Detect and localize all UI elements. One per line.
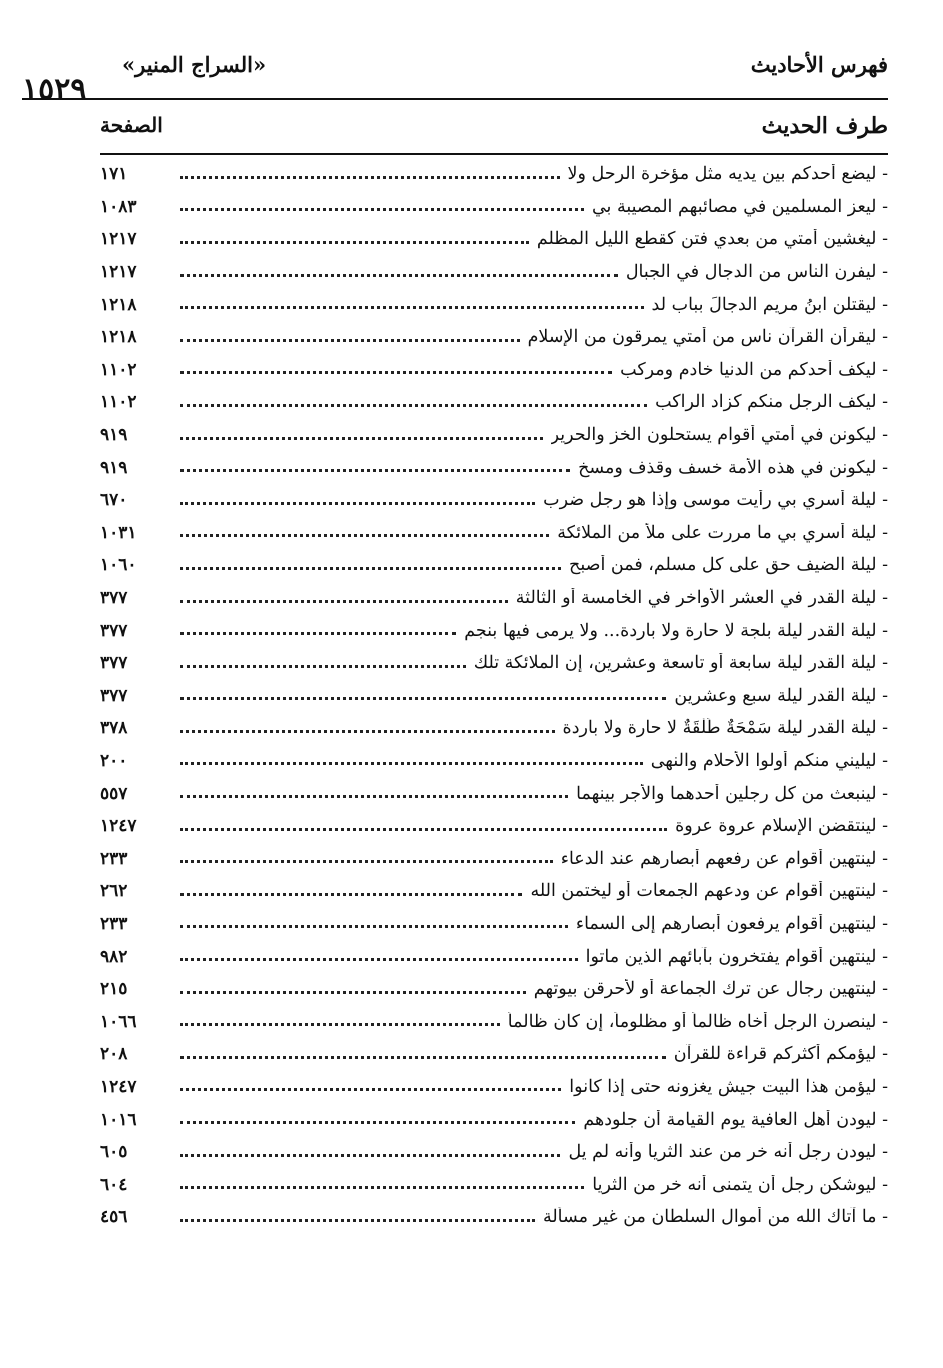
dot-leader xyxy=(180,557,561,570)
dot-leader xyxy=(180,655,466,668)
entry-hadith-text: - ليلة القدر ليلة سبع وعشرين xyxy=(674,685,888,706)
dot-leader xyxy=(180,524,549,537)
entry-page-number: ٢١٥ xyxy=(100,979,128,1000)
entry-page-number: ٥٥٧ xyxy=(100,783,128,804)
entry-page-number: ٦٠٥ xyxy=(100,1142,128,1163)
entry-hadith-text: - لينتهين أقوام عن رفعهم أبصارهم عند الدعاء xyxy=(560,848,888,869)
index-entry xyxy=(100,777,888,810)
dot-leader xyxy=(180,818,667,831)
column-header-page: الصفحة xyxy=(100,113,163,137)
entry-hadith-text: - ما آتاك الله من أموال السلطان من غير مسألة xyxy=(542,1207,888,1228)
dot-leader xyxy=(180,915,568,928)
index-entry xyxy=(100,484,888,517)
dot-leader xyxy=(180,720,555,733)
dot-leader xyxy=(180,1111,575,1124)
entry-page-number: ١٠٦٠ xyxy=(100,555,137,576)
entry-page-number: ٣٧٧ xyxy=(100,620,128,641)
dot-leader xyxy=(180,1046,666,1059)
hadith-index-list xyxy=(100,158,888,1234)
entry-hadith-text: - ليلة أسري بي رأيت موسى وإذا هو رجل ضرب xyxy=(543,490,888,511)
index-entry xyxy=(100,517,888,550)
entry-page-number: ١١٠٢ xyxy=(100,359,137,380)
dot-leader xyxy=(180,361,612,374)
index-entry xyxy=(100,614,888,647)
dot-leader xyxy=(180,231,529,244)
dot-leader xyxy=(180,492,535,505)
entry-page-number: ٣٧٧ xyxy=(100,653,128,674)
column-header-hadith: طرف الحديث xyxy=(761,113,888,139)
index-entry xyxy=(100,647,888,680)
entry-hadith-text: - ليغشين أمتي من بعدي فتن كقطع الليل المظلم xyxy=(536,229,888,250)
entry-page-number: ٣٧٨ xyxy=(100,718,128,739)
entry-page-number: ١٢٤٧ xyxy=(100,1076,137,1097)
entry-page-number: ١٧١ xyxy=(100,164,128,185)
entry-page-number: ٩٨٢ xyxy=(100,946,128,967)
entry-hadith-text: - ليفرن الناس من الدجال في الجبال xyxy=(625,262,888,283)
dot-leader xyxy=(180,948,578,961)
index-entry xyxy=(100,940,888,973)
dot-leader xyxy=(180,264,618,277)
dot-leader xyxy=(180,166,560,179)
dot-leader xyxy=(180,687,666,700)
dot-leader xyxy=(180,394,647,407)
entry-page-number: ١٢١٨ xyxy=(100,294,137,315)
dot-leader xyxy=(180,296,644,309)
dot-leader xyxy=(180,850,553,863)
entry-hadith-text: - ليلة القدر ليلة بلجة لا حارة ولا باردة... ولا يرمى فيها بنجم xyxy=(464,620,888,641)
index-entry xyxy=(100,158,888,191)
entry-page-number: ٢٣٣ xyxy=(100,913,128,934)
index-entry xyxy=(100,745,888,778)
dot-leader xyxy=(180,883,522,896)
dot-leader xyxy=(180,427,543,440)
index-entry xyxy=(100,842,888,875)
entry-page-number: ٦٠٤ xyxy=(100,1174,128,1195)
index-entry xyxy=(100,875,888,908)
entry-hadith-text: - ليلة الضيف حق على كل مسلم، فمن أصبح xyxy=(569,555,888,576)
entry-hadith-text: - لينتهين أقوام عن ودعهم الجمعات أو ليختمن الله xyxy=(530,881,888,902)
entry-hadith-text: - ليؤمكم أكثركم قراءة للقرآن xyxy=(673,1044,888,1065)
entry-page-number: ١٢١٧ xyxy=(100,262,137,283)
entry-hadith-text: - لينتهين أقوام يفتخرون بآبائهم الذين ماتوا xyxy=(585,946,888,967)
entry-hadith-text: - ليلة القدر في العشر الأواخر في الخامسة أو الثالثة xyxy=(515,588,888,609)
index-entry xyxy=(100,321,888,354)
running-header xyxy=(22,46,888,107)
index-entry xyxy=(100,256,888,289)
entry-page-number: ٢٦٢ xyxy=(100,881,128,902)
entry-page-number: ٢٠٨ xyxy=(100,1044,128,1065)
entry-page-number: ١٢٤٧ xyxy=(100,816,137,837)
entry-hadith-text: - ليضع أحدكم بين يديه مثل مؤخرة الرحل ولا xyxy=(567,164,888,185)
entry-hadith-text: - لينتهين أقوام يرفعون أبصارهم إلى السماء xyxy=(575,913,888,934)
entry-page-number: ١٠١٦ xyxy=(100,1109,137,1130)
dot-leader xyxy=(180,459,570,472)
entry-hadith-text: - ليؤمن هذا البيت جيش يغزونه حتى إذا كانوا xyxy=(569,1076,888,1097)
entry-hadith-text: - ليقتلن ابنُ مريم الدجالَ بباب لد xyxy=(651,294,888,315)
entry-hadith-text: - ليقرأن القرآن ناس من أمتي يمرقون من الإسلام xyxy=(527,327,888,348)
index-entry xyxy=(100,1168,888,1201)
entry-page-number: ٦٧٠ xyxy=(100,490,128,511)
index-entry xyxy=(100,419,888,452)
index-entry xyxy=(100,451,888,484)
dot-leader xyxy=(180,1176,584,1189)
dot-leader xyxy=(180,981,526,994)
book-title: «السراج المنير» xyxy=(122,52,267,77)
entry-hadith-text: - ليكونن في أمتي أقوام يستحلون الخز والحرير xyxy=(550,425,888,446)
entry-page-number: ٢٠٠ xyxy=(100,750,128,771)
dot-leader xyxy=(180,329,520,342)
entry-page-number: ٣٧٧ xyxy=(100,588,128,609)
page-number: ١٥٢٩ xyxy=(22,72,87,107)
section-title: فهرس الأحاديث xyxy=(750,52,888,77)
index-entry xyxy=(100,386,888,419)
entry-hadith-text: - ليودن أهل العافية يوم القيامة أن جلودهم xyxy=(583,1109,888,1130)
entry-page-number: ١٢١٧ xyxy=(100,229,137,250)
column-headers xyxy=(100,113,888,155)
index-entry xyxy=(100,191,888,224)
entry-page-number: ١٠٦٦ xyxy=(100,1011,137,1032)
index-entry xyxy=(100,1136,888,1169)
entry-page-number: ١٠٨٣ xyxy=(100,196,137,217)
index-entry xyxy=(100,1071,888,1104)
index-entry xyxy=(100,223,888,256)
index-entry xyxy=(100,1103,888,1136)
entry-page-number: ٢٣٣ xyxy=(100,848,128,869)
dot-leader xyxy=(180,1144,560,1157)
dot-leader xyxy=(180,622,456,635)
index-entry xyxy=(100,908,888,941)
index-entry xyxy=(100,712,888,745)
entry-hadith-text: - ليلة القدر ليلة سابعة أو تاسعة وعشرين، إن الملائكة تلك xyxy=(473,653,888,674)
entry-hadith-text: - لينتهين رجال عن ترك الجماعة أو لأحرقن بيوتهم xyxy=(533,979,888,1000)
entry-hadith-text: - ليكف الرجل منكم كزاد الراكب xyxy=(655,392,888,413)
index-entry xyxy=(100,680,888,713)
index-entry xyxy=(100,549,888,582)
index-entry xyxy=(100,1201,888,1234)
entry-hadith-text: - ليكونن في هذه الأمة خسف وقذف ومسخ xyxy=(578,457,888,478)
dot-leader xyxy=(180,1078,561,1091)
dot-leader xyxy=(180,590,508,603)
entry-page-number: ٣٧٧ xyxy=(100,685,128,706)
index-entry xyxy=(100,1038,888,1071)
index-entry xyxy=(100,810,888,843)
entry-page-number: ٩١٩ xyxy=(100,457,128,478)
entry-hadith-text: - لينبعث من كل رجلين أحدهما والأجر بينهما xyxy=(576,783,888,804)
index-entry xyxy=(100,1005,888,1038)
entry-page-number: ١٢١٨ xyxy=(100,327,137,348)
entry-hadith-text: - ليعز المسلمين في مصائبهم المصيبة بي xyxy=(591,196,888,217)
entry-page-number: ٤٥٦ xyxy=(100,1207,128,1228)
entry-hadith-text: - ليودن رجل أنه خر من عند الثريا وأنه لم يل xyxy=(568,1142,888,1163)
dot-leader xyxy=(180,1013,500,1026)
entry-page-number: ١٠٣١ xyxy=(100,522,137,543)
entry-hadith-text: - ليكف أحدكم من الدنيا خادم ومركب xyxy=(620,359,888,380)
entry-hadith-text: - لينصرن الرجل أخاه ظالماً أو مظلوماً، إن كان ظالماً xyxy=(507,1011,888,1032)
index-entry xyxy=(100,582,888,615)
entry-hadith-text: - ليلة أسري بي ما مررت على ملأ من الملائكة xyxy=(557,522,888,543)
entry-hadith-text: - ليلة القدر ليلة سَمْحَةٌ طَلْقَةٌ لا حارة ولا باردة xyxy=(562,718,888,739)
index-entry xyxy=(100,354,888,387)
entry-page-number: ١١٠٢ xyxy=(100,392,137,413)
dot-leader xyxy=(180,198,584,211)
entry-page-number: ٩١٩ xyxy=(100,425,128,446)
entry-hadith-text: - ليوشكن رجل أن يتمنى أنه خر من الثريا xyxy=(592,1174,888,1195)
entry-hadith-text: - ليليني منكم أولوا الأحلام والنهى xyxy=(650,750,888,771)
entry-hadith-text: - لينتقضن الإسلام عروة عروة xyxy=(675,816,888,837)
index-entry xyxy=(100,973,888,1006)
dot-leader xyxy=(180,752,643,765)
dot-leader xyxy=(180,1209,535,1222)
dot-leader xyxy=(180,785,568,798)
index-entry xyxy=(100,288,888,321)
